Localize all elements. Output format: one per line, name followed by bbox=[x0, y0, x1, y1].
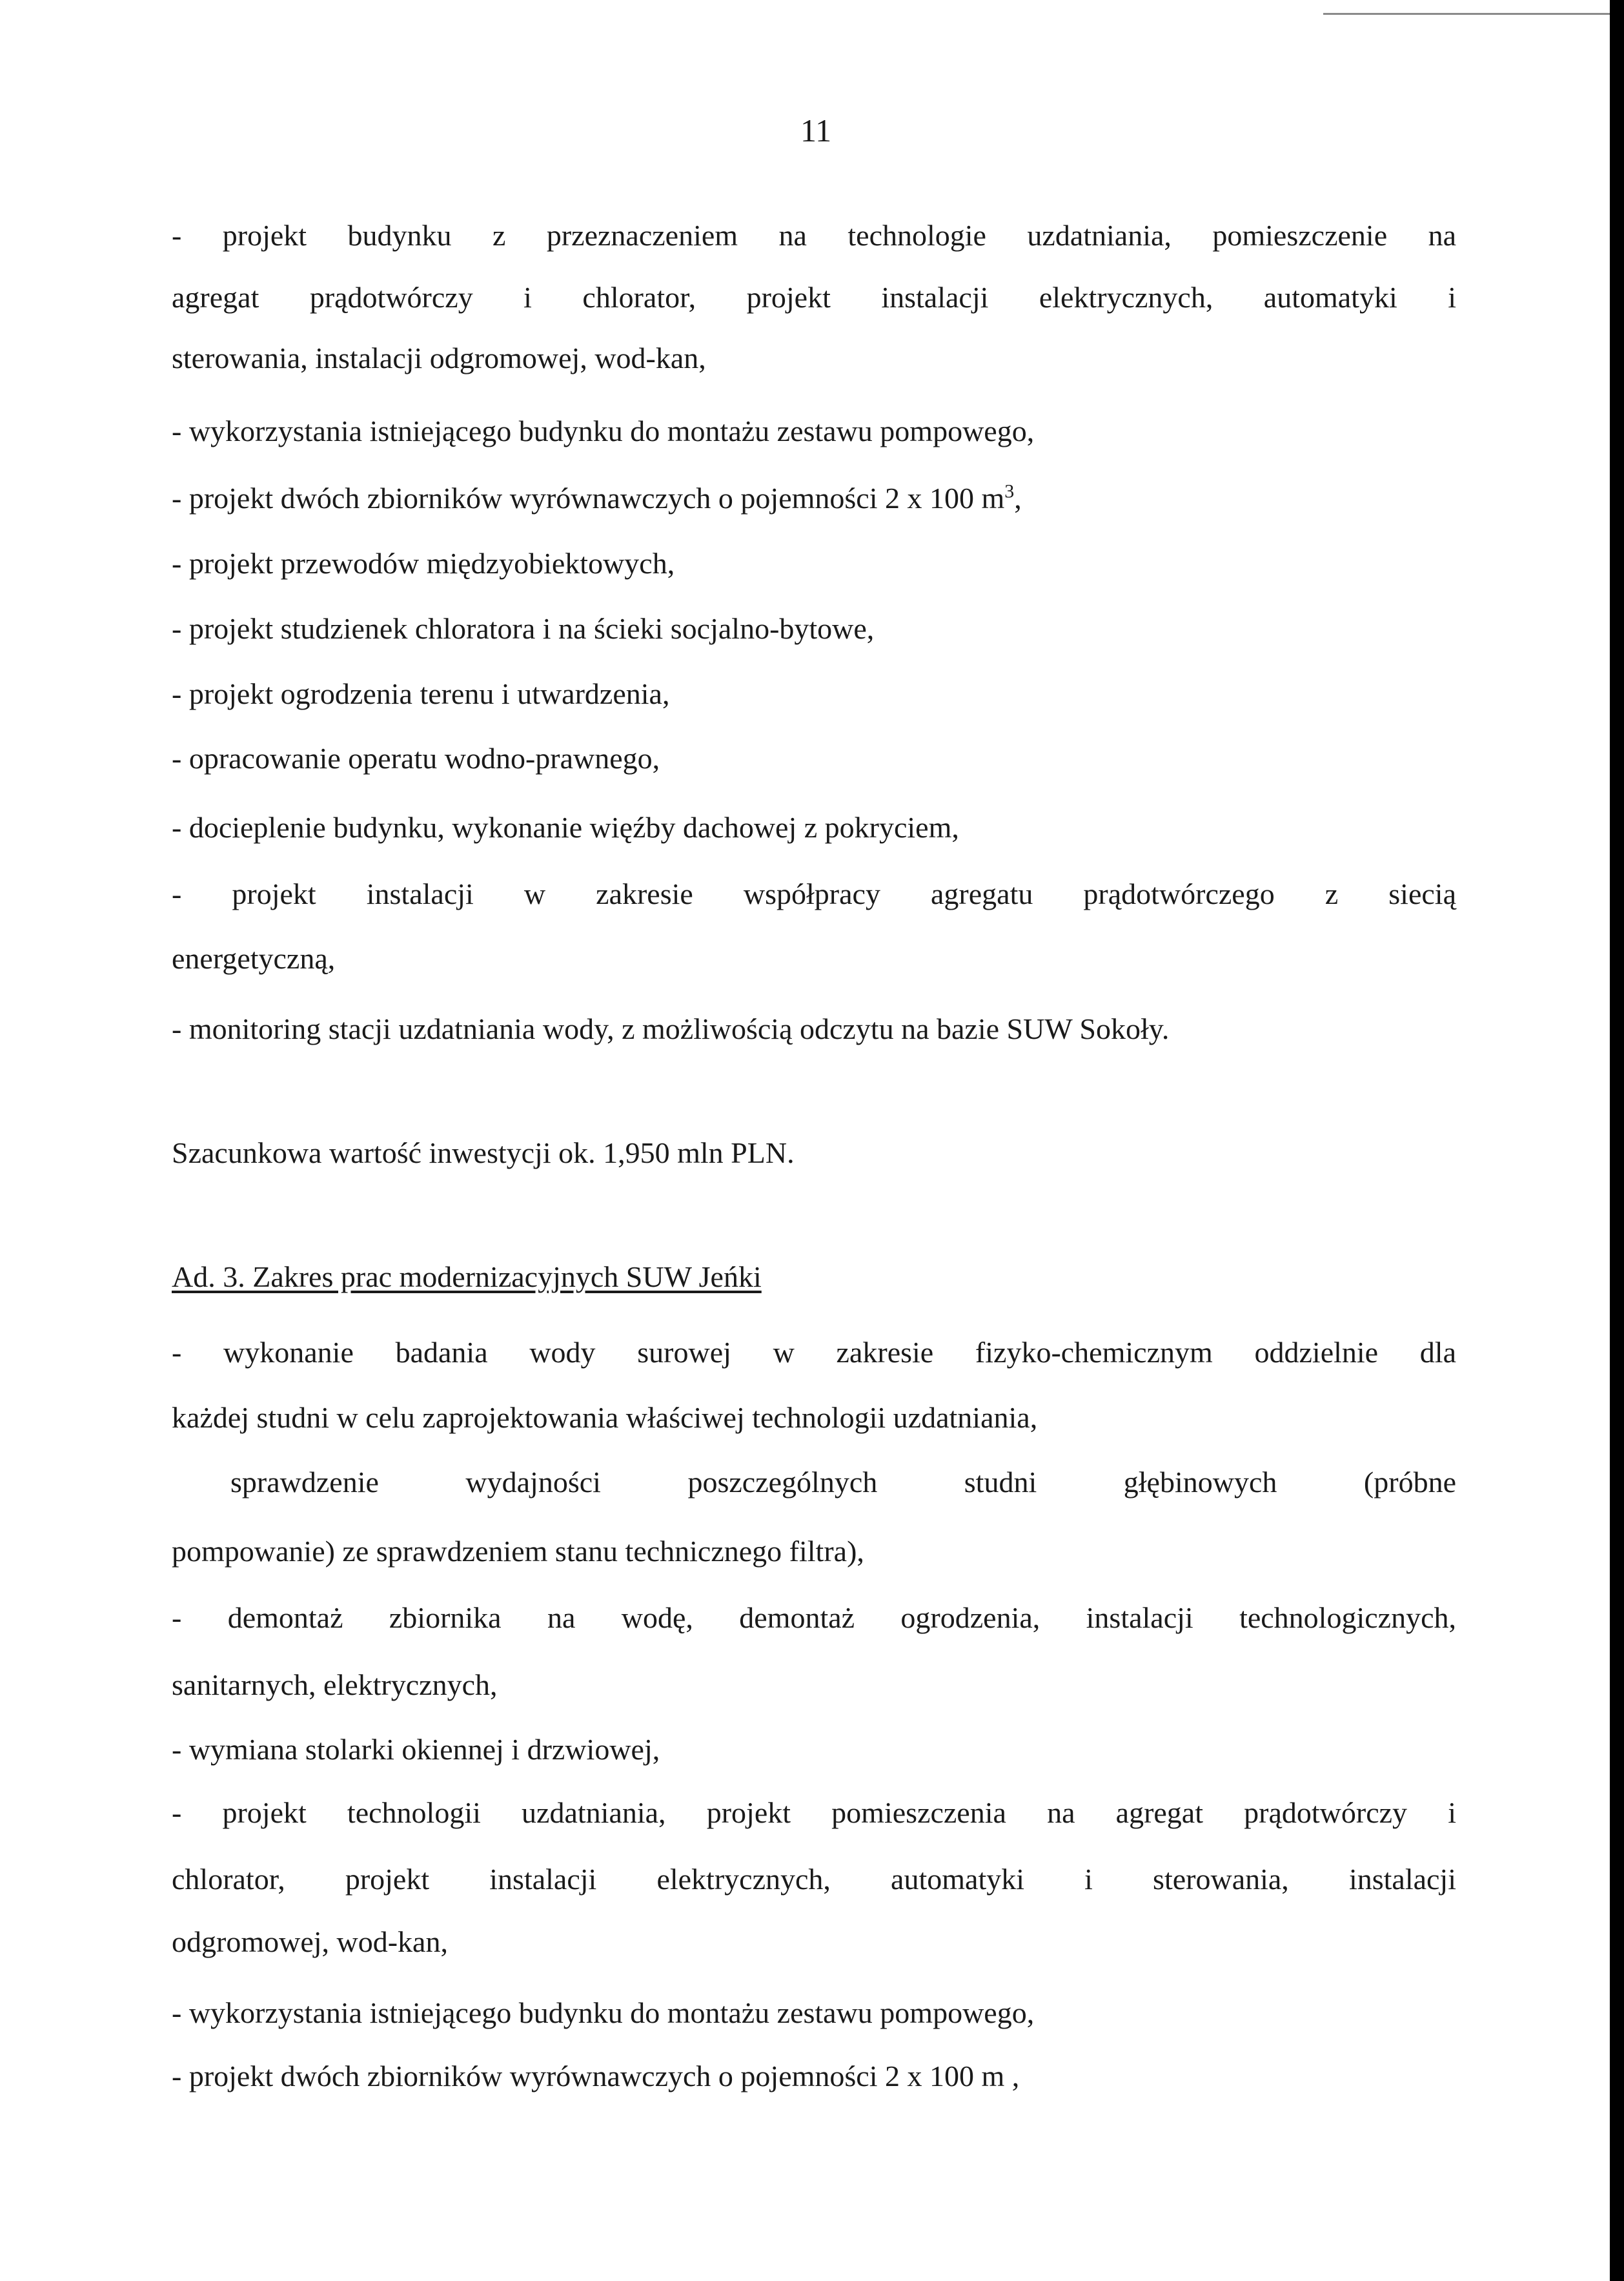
text-line: - demontaż zbiornika na wodę, demontaż ogrodzenia, instalacji technologicznych, bbox=[172, 1601, 1456, 1634]
section-heading: Ad. 3. Zakres prac modernizacyjnych SUW Jeńki bbox=[172, 1260, 762, 1293]
text-line: - projekt budynku z przeznaczeniem na technologie uzdatniania, pomieszczenie na bbox=[172, 219, 1456, 252]
estimate-value: Szacunkowa wartość inwestycji ok. 1,950 mln PLN. bbox=[172, 1136, 795, 1169]
text-line: - projekt instalacji w zakresie współpracy agregatu prądotwórczego z siecią bbox=[172, 877, 1456, 910]
text-line: - wykorzystania istniejącego budynku do montażu zestawu pompowego, bbox=[172, 1996, 1035, 2029]
text-line: - projekt technologii uzdatniania, projekt pomieszczenia na agregat prądotwórczy i bbox=[172, 1796, 1456, 1829]
superscript-cubed: 3 bbox=[1004, 480, 1015, 502]
scan-edge-top-line bbox=[1323, 13, 1610, 15]
text-line: pompowanie) ze sprawdzeniem stanu technicznego filtra), bbox=[172, 1535, 864, 1568]
text-line: - monitoring stacji uzdatniania wody, z możliwością odczytu na bazie SUW Sokoły. bbox=[172, 1012, 1170, 1045]
text-line: - wykorzystania istniejącego budynku do montażu zestawu pompowego, bbox=[172, 414, 1035, 447]
page-number: 11 bbox=[800, 112, 832, 148]
text-line: - projekt ogrodzenia terenu i utwardzenia, bbox=[172, 677, 670, 710]
text-line: - projekt przewodów międzyobiektowych, bbox=[172, 547, 675, 580]
text-line: agregat prądotwórczy i chlorator, projekt instalacji elektrycznych, automatyki i bbox=[172, 281, 1456, 314]
text-line: - projekt studzienek chloratora i na ścieki socjalno-bytowe, bbox=[172, 612, 875, 645]
text-line: - opracowanie operatu wodno-prawnego, bbox=[172, 742, 660, 775]
scan-edge-right bbox=[1610, 0, 1624, 2281]
text-line: sanitarnych, elektrycznych, bbox=[172, 1668, 498, 1701]
text-line-part: , bbox=[1014, 482, 1022, 515]
text-line: odgromowej, wod-kan, bbox=[172, 1925, 448, 1958]
text-line: sterowania, instalacji odgromowej, wod-kan, bbox=[172, 342, 706, 374]
text-line: każdej studni w celu zaprojektowania właściwej technologii uzdatniania, bbox=[172, 1401, 1038, 1434]
text-line: chlorator, projekt instalacji elektrycznych, automatyki i sterowania, instalacji bbox=[172, 1863, 1456, 1896]
text-line: - wykonanie badania wody surowej w zakresie fizyko-chemicznym oddzielnie dla bbox=[172, 1336, 1456, 1369]
text-line-part: - projekt dwóch zbiorników wyrównawczych o pojemności 2 x 100 m bbox=[172, 482, 1005, 515]
text-line: sprawdzenie wydajności poszczególnych studni głębinowych (próbne bbox=[230, 1466, 1456, 1499]
text-line: - docieplenie budynku, wykonanie więźby dachowej z pokryciem, bbox=[172, 811, 959, 844]
text-line: - wymiana stolarki okiennej i drzwiowej, bbox=[172, 1733, 660, 1766]
text-line: - projekt dwóch zbiorników wyrównawczych o pojemności 2 x 100 m , bbox=[172, 2060, 1020, 2092]
text-line-with-superscript bbox=[172, 480, 1456, 517]
text-line: energetyczną, bbox=[172, 942, 336, 975]
